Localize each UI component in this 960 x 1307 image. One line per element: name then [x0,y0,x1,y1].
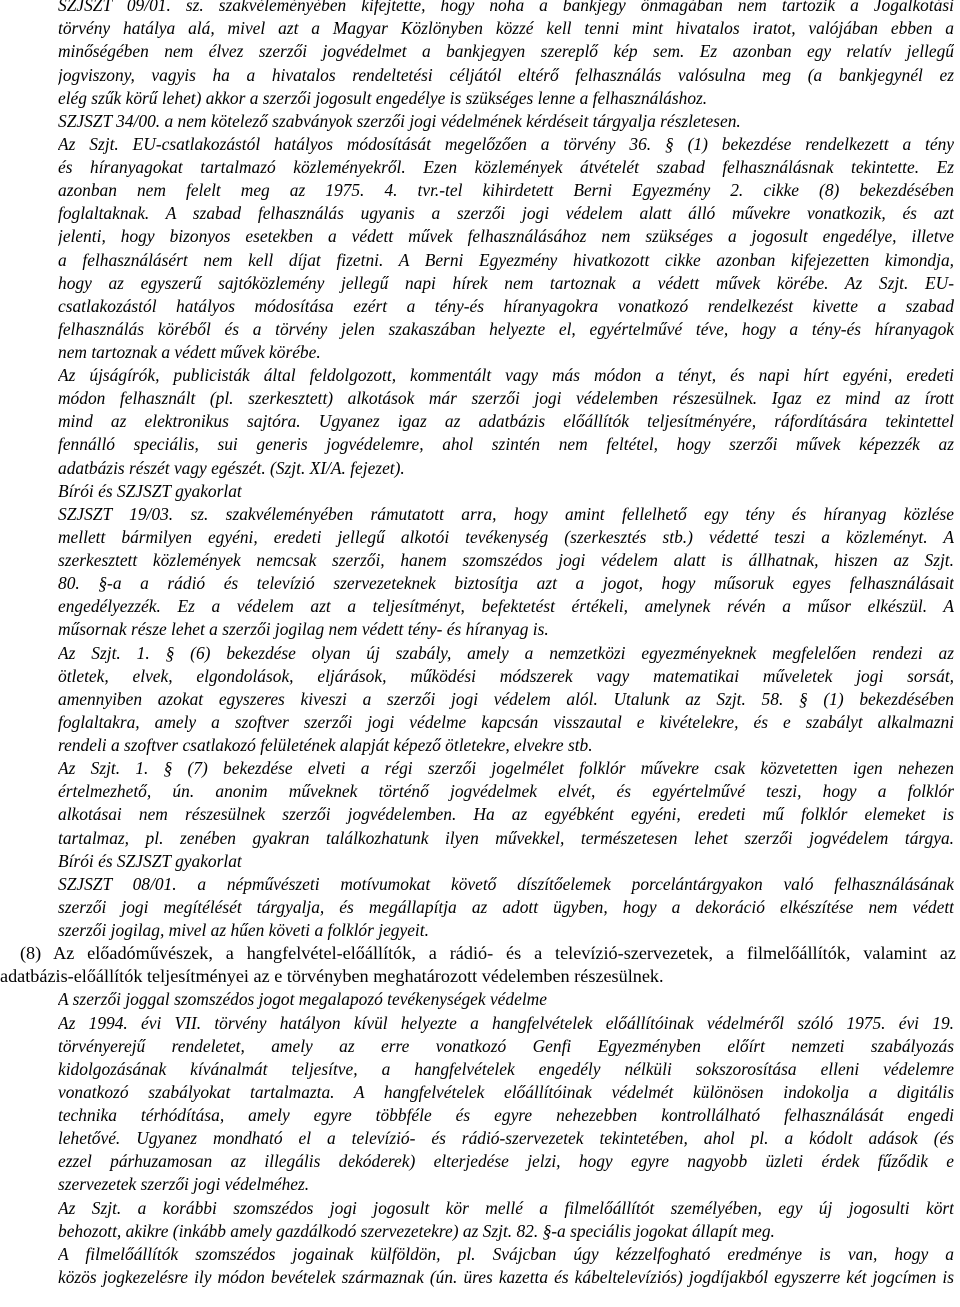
text-line: szerzői jogilag, mivel az hűen követi a folklór jegyeit. [58,920,429,940]
text-line: lehetővé. Ugyanez mondható el a televízió- és rádió-szervezetek tekintetében, ahol pl. a kódolt adások (és [58,1128,954,1148]
text-line: tartalmaz, pl. zenében gyakran találkozhatunk ilyen művekkel, természetesen lehet szerzői jogvédelem tárgya. [58,828,954,848]
text-line: módon felhasznált (pl. szerkesztett) alkotások már szerzői jogi védelemben részesülnek. Igaz ez mind az írott [58,388,954,408]
text-line: technika térhódítása, amely egyre többféle és egyre nehezebben kontrollálható felhasználását engedi [58,1105,954,1125]
text-line: Az újságírók, publicisták által feldolgozott, kommentált vagy más módon a tényt, és napi hírt egyéni, eredeti [58,365,954,385]
text-line: vonatkozó szabályokat tartalmazta. A hangfelvételek előállítóinak védelmét különösen indokolja a digitális [58,1082,954,1102]
law-text-line: adatbázis-előállítók teljesítményei az e törvényben meghatározott védelemben részesülnek. [0,966,664,986]
text-line: csatlakozástól hatályos módosítása ezért a tény-és híranyagokra vonatkozó rendelkezést kivette a szabad [58,296,954,316]
law-text-line: (8) Az előadóművészek, a hangfelvétel-előállítók, a rádió- és a televízió-szervezetek, a filmelőállítók, valamint az [20,943,956,963]
text-line: 80. §-a a rádió és televízió szervezeteknek biztosítja azt a jogot, hogy műsoruk egyes felhasználásait [58,573,954,593]
text-line: törvényerejű rendeletet, amely az erre vonatkozó Genfi Egyezményben előírt nemzeti szabályozás [58,1036,954,1056]
text-line: a felhasználásért nem kell díjat fizetni. A Berni Egyezmény hivatkozott cikke azonban kifejezetten kimondja, [58,250,954,270]
text-line: törvény hatálya alá, mivel azt a Magyar Közlönyben közzé kell tenni mint hivatalos iratot, valójában ebben a [58,18,954,38]
text-line: szerkesztett közlemények nemcsak szerzői, hanem szomszédos jogi védelem alatt is állhatnak, hiszen az Szjt. [58,550,954,570]
text-line: felhasználás köréből és a törvény jelen szakaszában helyezte el, egyértelművé téve, hogy a tény-és híranyagok [58,319,954,339]
text-line: Az Szjt. 1. § (7) bekezdése elveti a régi szerzői jogelmélet folklór művekre csak közvetetten igen nehezen [58,758,954,778]
text-line: jogviszony, vagyis ha a hivatalos rendeltetési céljától eltérő felhasználás valósulna meg (a bankjegynél ez [58,65,954,85]
text-line: ezzel párhuzamosan az illegális dekóderek) elterjedése jelzi, hogy egyre nagyobb üzleti érdek fűződik e [58,1151,954,1171]
text-line: behozott, akikre (inkább amely gazdálkodó szervezetekre) az Szjt. 82. §-a speciális jogokat állapít meg. [58,1221,775,1241]
text-line: mellett bármilyen egyéni, eredeti jellegű alkotói tevékenység (szerkesztés stb.) védetté teszi a közleményt. A [58,527,954,547]
text-line: azonban nem felelt meg az 1975. 4. tvr.-tel kihirdetett Berni Egyezmény 2. cikke (8) bekezdésében [58,180,954,200]
text-line: SZJSZT 19/03. sz. szakvéleményében rámutatott arra, hogy amint fellelhető egy tény és híranyag közlése [58,504,954,524]
text-line: foglaltakra, amely a szoftver szerzői jogi védelme kapcsán visszautal e kivételekre, és e szabályt alkalmazni [58,712,954,732]
text-line: kidolgozásának kívánalmát teljesítve, a hangfelvételek engedély nélküli sokszorosítása elleni védelemre [58,1059,954,1079]
text-line: SZJSZT 34/00. a nem kötelező szabványok szerzői jogi védelmének kérdéseit tárgyalja részletesen. [58,111,741,131]
text-line: nem tartoznak a védett művek körébe. [58,342,321,362]
text-line: ötletek, elvek, elgondolások, eljárások, működési módszerek vagy matematikai műveletek jogi sorsát, [58,666,954,686]
section-heading: A szerzői joggal szomszédos jogot megalapozó tevékenységek védelme [58,989,547,1009]
text-line: közös jogkezelésre ily módon bevételek származnak (ún. üres kazetta és kábeltelevíziós) jogdíjakból egyszerre két jogcímen is [58,1267,954,1287]
text-line: mind az elektronikus sajtóra. Ugyanez igaz az adatbázis előállítók teljesítményére, ráfordítására tekintettel [58,411,954,431]
text-line: elég szűk körű lehet) akkor a szerzői jogosult engedélye is szükséges lenne a felhasználáshoz. [58,88,708,108]
text-line: Az Szjt. 1. § (6) bekezdése olyan új szabály, amely a nemzetközi egyezményeknek megfelelően rendezi az [58,643,954,663]
text-line: hogy az egyszerű sajtóközlemény jellegű napi hírek nem tartoznak a védett művek körébe. Az Szjt. EU- [58,273,954,293]
text-line: Az Szjt. EU-csatlakozástól hatályos módosítását megelőzően a törvény 36. § (1) bekezdése rendelkezett a tény [58,134,954,154]
text-line: engedélyezzék. Ez a védelem azt a teljesítményt, befektetést értékeli, amelynek révén a műsor elkészül. A [58,596,954,616]
text-line: amennyiben azokat egyszeres kiveszi a szerzői jogi védelem alól. Utalunk az Szjt. 58. § (1) bekezdésében [58,689,954,709]
section-heading: Bírói és SZJSZT gyakorlat [58,481,242,501]
text-line: SZJSZT 09/01. sz. szakvéleményében kifejtette, hogy noha a bankjegy önmagában nem tartozik a Jogalkotási [58,0,954,15]
text-line: A filmelőállítók szomszédos jogainak külföldön, pl. Svájcban úgy kézzelfogható eredménye is van, hogy a [58,1244,954,1264]
text-line: értelmezhető, ún. anonim műveknek történő jogvédelmek elvét, és egyértelművé teszi, hogy a folklór [58,781,954,801]
text-line: rendeli a szoftver csatlakozó felületének alapját képező ötletekre, elvekre stb. [58,735,593,755]
text-line: SZJSZT 08/01. a népművészeti motívumokat követő díszítőelemek porcelántárgyakon való felhasználásának [58,874,954,894]
text-line: adatbázis részét vagy egészét. (Szjt. XI/A. fejezet). [58,458,405,478]
text-line: alkotásai nem részesülnek szerzői jogvédelemben. Ha az egyébként egyéni, eredeti mű folklór elemeket is [58,804,954,824]
text-line: jelenti, hogy bizonyos esetekben a védett művek felhasználásához nem szükséges a jogosult engedélye, illetve [58,226,954,246]
text-line: szervezetek szerzői jogi védelméhez. [58,1174,310,1194]
text-line: minőségében nem élvez szerzői jogvédelmet a bankjegyen szereplő kép sem. Ez azonban egy relatív jellegű [58,41,954,61]
text-line: Az Szjt. a korábbi szomszédos jogi jogosult kör mellé a filmelőállítót személyében, egy új jogosulti kört [58,1198,954,1218]
text-line: műsornak része lehet a szerzői jogilag nem védett tény- és híranyag is. [58,619,549,639]
text-line: Az 1994. évi VII. törvény hatályon kívül helyezte a hangfelvételek előállítóinak védelméről szóló 1975. évi 19. [58,1013,954,1033]
text-line: és híranyagokat tartalmazó közleményekről. Ezen közlemények átvételét szabad felhasználásnak tekintette. Ez [58,157,954,177]
text-line: foglaltaknak. A szabad felhasználás ugyanis a szerzői jogi védelem alatt álló művekre vonatkozik, és azt [58,203,954,223]
text-line: szerzői jogi megítélését tárgyalja, és megállapítja az adott ügyben, hogy a dekoráció elkészítése nem védett [58,897,954,917]
text-line: fennálló speciális, sui generis jogvédelemre, ahol szintén nem feltétel, hogy szerzői művek képezzék az [58,434,954,454]
section-heading: Bírói és SZJSZT gyakorlat [58,851,242,871]
